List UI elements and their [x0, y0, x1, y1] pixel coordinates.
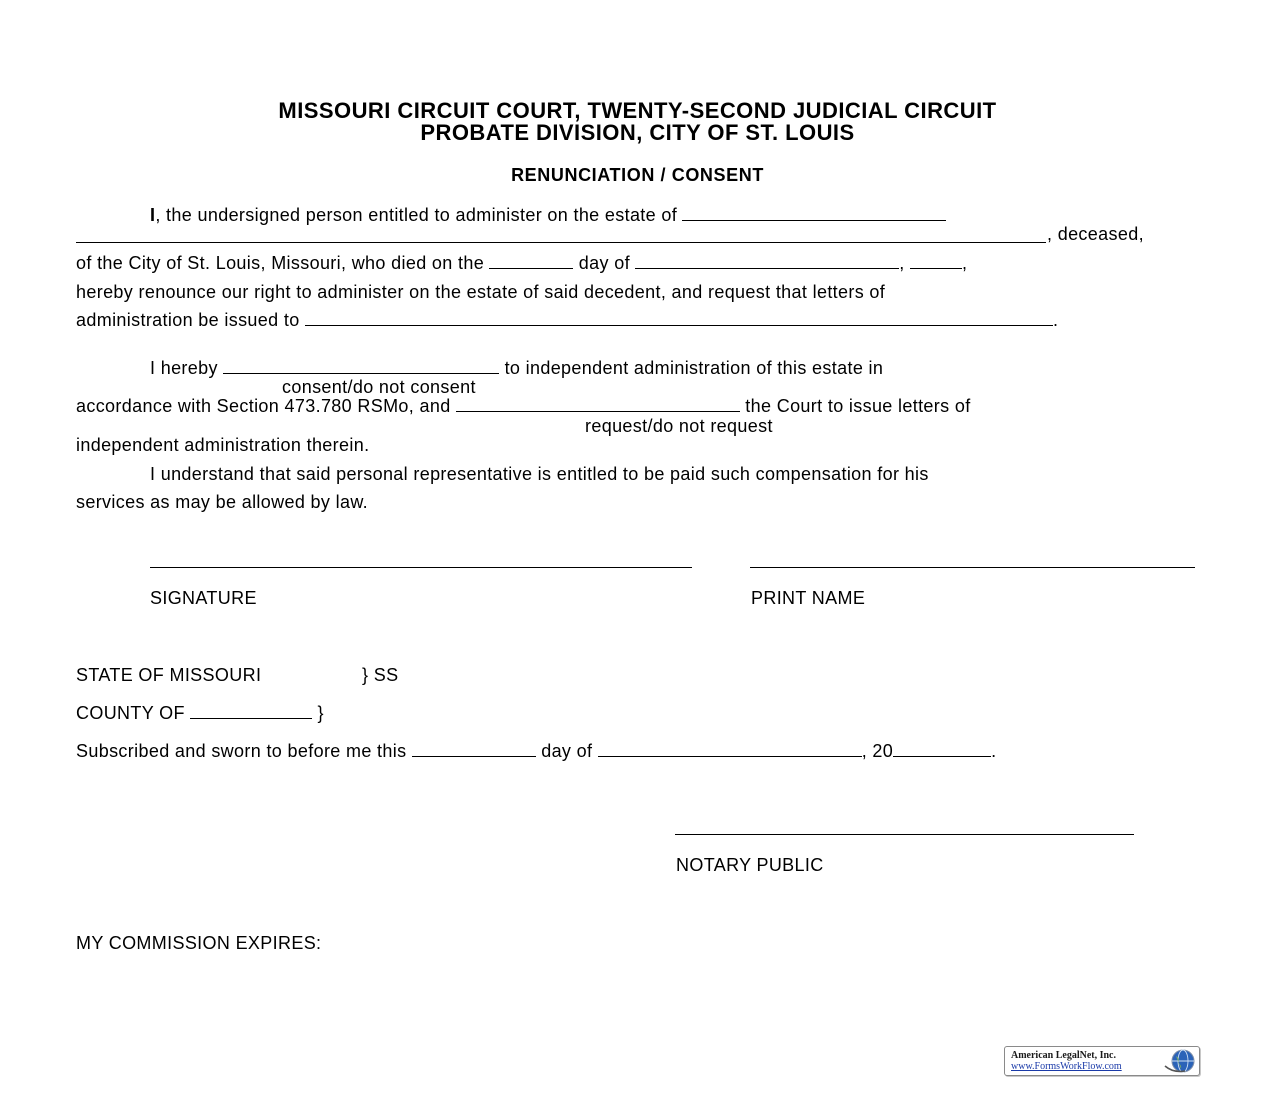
i-hereby-text: I hereby: [150, 358, 218, 378]
deceased-text: , deceased,: [1047, 224, 1144, 244]
county-label: COUNTY OF: [76, 703, 185, 723]
globe-icon: [1163, 1048, 1197, 1074]
sworn-month-blank[interactable]: [598, 740, 862, 757]
county-line: [76, 702, 324, 724]
paragraph1-line3: [76, 252, 967, 274]
city-text: of the City of St. Louis, Missouri, who died on the: [76, 253, 485, 273]
lead-letter: I: [150, 205, 156, 225]
state-of-missouri: STATE OF MISSOURI: [76, 665, 262, 685]
death-month-blank[interactable]: [635, 252, 899, 269]
estate-name-blank-1[interactable]: [682, 204, 946, 221]
court-title: MISSOURI CIRCUIT COURT, TWENTY-SECOND JUDICIAL CIRCUIT: [278, 98, 997, 123]
signature-line[interactable]: [150, 567, 692, 568]
issued-to-text: administration be issued to: [76, 310, 300, 330]
division-title: PROBATE DIVISION, CITY OF ST. LOUIS: [420, 120, 855, 145]
form-title: RENUNCIATION / CONSENT: [511, 165, 764, 185]
ss-label: } SS: [362, 665, 399, 685]
notary-signature-line[interactable]: [675, 834, 1134, 835]
independent-admin-text: to independent administration of this estate in: [504, 358, 884, 378]
paragraph2-line3: independent administration therein.: [76, 435, 370, 455]
logo-company-name: American LegalNet, Inc.: [1011, 1050, 1116, 1061]
sworn-line: [76, 740, 997, 762]
sworn-year-prefix: , 20: [861, 741, 894, 761]
estate-intro-text: , the undersigned person entitled to administer on the estate of: [155, 205, 678, 225]
american-legalnet-logo[interactable]: [1004, 1046, 1200, 1076]
paragraph1-line4: hereby renounce our right to administer on the estate of said decedent, and request that letters of: [76, 282, 886, 302]
sworn-day-of-text: day of: [541, 741, 593, 761]
comma-text: ,: [899, 253, 905, 273]
sworn-text: Subscribed and sworn to before me this: [76, 741, 407, 761]
commission-expires-label: MY COMMISSION EXPIRES:: [76, 933, 322, 953]
paragraph2-line2: [76, 395, 971, 417]
day-of-text: day of: [578, 253, 630, 273]
issued-to-blank[interactable]: [305, 309, 1053, 326]
request-hint: request/do not request: [585, 416, 773, 436]
death-day-blank[interactable]: [489, 252, 573, 269]
paragraph1-line5: [76, 309, 1058, 331]
county-brace: }: [317, 703, 324, 723]
print-name-label: PRINT NAME: [751, 588, 866, 608]
sworn-year-blank[interactable]: [893, 740, 991, 757]
period-text: .: [1052, 310, 1059, 330]
logo-url[interactable]: www.FormsWorkFlow.com: [1011, 1061, 1122, 1072]
request-blank[interactable]: [456, 395, 740, 412]
death-year-blank[interactable]: [910, 252, 962, 269]
comma-text-2: ,: [962, 253, 968, 273]
paragraph2-line1: [150, 357, 883, 379]
paragraph3-line2: services as may be allowed by law.: [76, 492, 369, 512]
section-text: accordance with Section 473.780 RSMo, and: [76, 396, 451, 416]
sworn-period: .: [991, 741, 997, 761]
paragraph3-line1: I understand that said personal representative is entitled to be paid such compensation for his: [150, 464, 929, 484]
consent-hint: consent/do not consent: [282, 377, 476, 397]
consent-blank[interactable]: [223, 357, 499, 374]
estate-name-blank-2[interactable]: [76, 242, 1046, 243]
signature-label: SIGNATURE: [150, 588, 257, 608]
notary-public-label: NOTARY PUBLIC: [676, 855, 824, 875]
paragraph1-line1: [150, 204, 946, 226]
county-blank[interactable]: [190, 702, 312, 719]
print-name-line[interactable]: [750, 567, 1195, 568]
court-issue-text: the Court to issue letters of: [745, 396, 971, 416]
sworn-day-blank[interactable]: [412, 740, 536, 757]
